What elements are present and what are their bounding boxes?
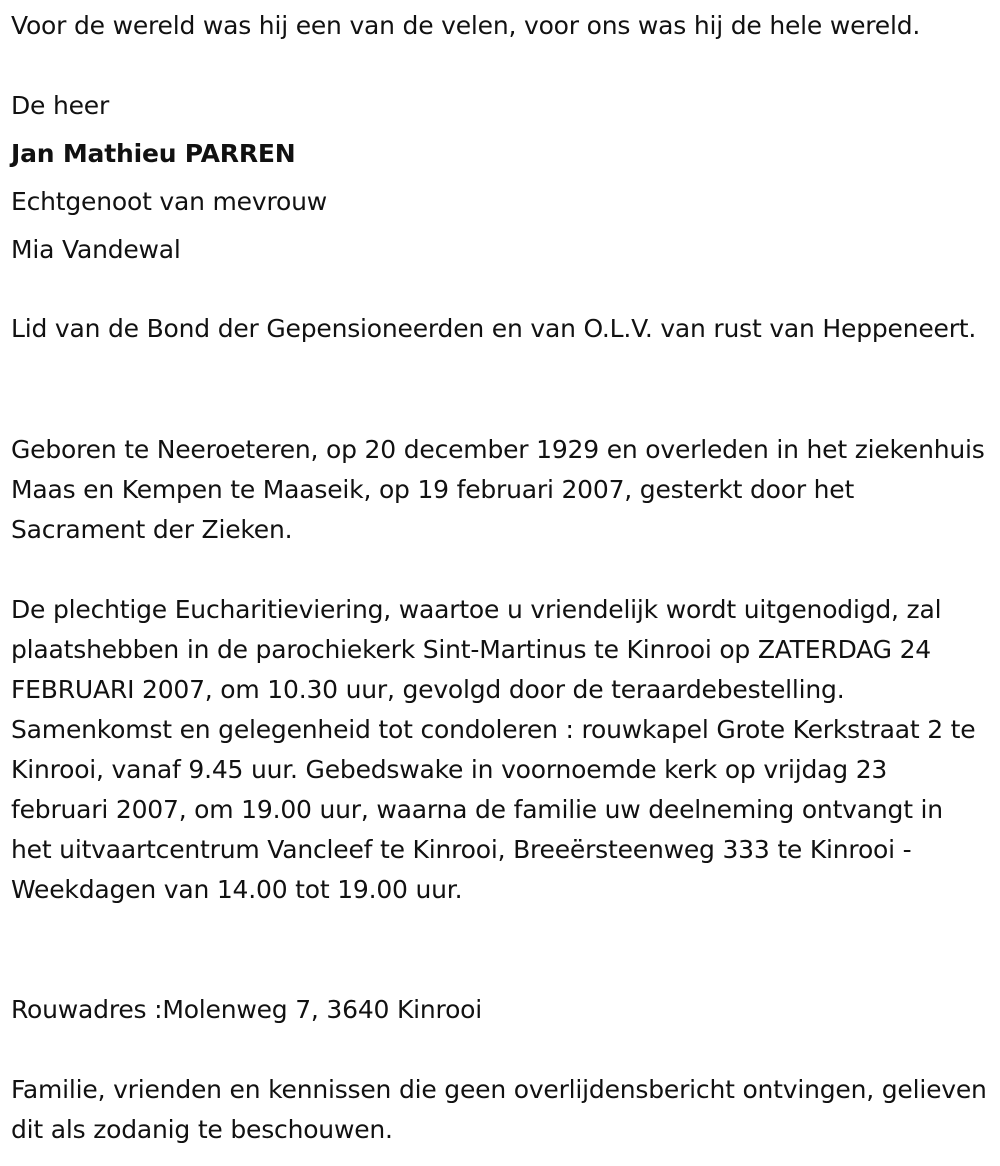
membership-paragraph: Lid van de Bond der Gepensioneerden en van O.L.V. van rust van Heppeneert. [11, 314, 977, 343]
spouse-line: Echtgenoot van mevrouw [11, 187, 327, 216]
salutation: De heer [11, 91, 110, 120]
closing-paragraph: Familie, vrienden en kennissen die geen overlijdensbericht ontvingen, gelieven dit als zodanig te beschouwen. [11, 1075, 987, 1144]
deceased-name: Jan Mathieu PARREN [11, 139, 296, 168]
motto: Voor de wereld was hij een van de velen, voor ons was hij de hele wereld. [11, 11, 921, 40]
ceremony-paragraph: De plechtige Eucharitieviering, waartoe u vriendelijk wordt uitgenodigd, zal plaatshebben in de parochiekerk Sint-Martinus te Kinrooi op ZATERDAG 24 FEBRUARI 2007, om 10.30 uur, gevolgd door de teraardebestelling. Samenkomst en gelegenheid tot condoleren : rouwkapel Grote Kerkstraat 2 te Kinrooi, vanaf 9.45 uur. Gebedswake in voornoemde kerk op vrijdag 23 februari 2007, om 19.00 uur, waarna de familie uw deelneming ontvangt in het uitvaartcentrum Vancleef te Kinrooi, Breeërsteenweg 333 te Kinrooi - Weekdagen van 14.00 tot 19.00 uur. [11, 595, 976, 904]
birth-death-paragraph: Geboren te Neeroeteren, op 20 december 1929 en overleden in het ziekenhuis Maas en Kempen te Maaseik, op 19 februari 2007, gesterkt door het Sacrament der Zieken. [11, 435, 985, 544]
spouse-name: Mia Vandewal [11, 235, 181, 264]
mourning-address: Rouwadres :Molenweg 7, 3640 Kinrooi [11, 995, 483, 1024]
